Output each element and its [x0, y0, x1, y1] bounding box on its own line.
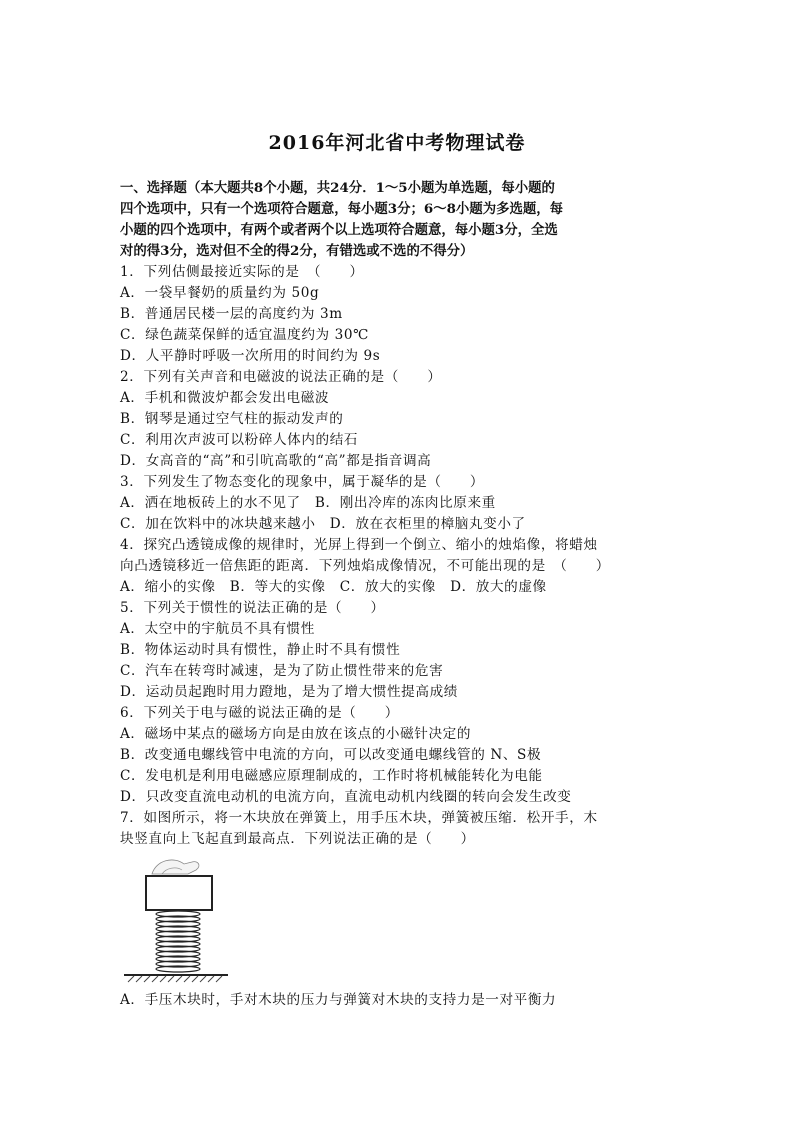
question-7-cont: 块竖直向上飞起直到最高点．下列说法正确的是（ ） — [120, 831, 475, 847]
option-5b: B．物体运动时具有惯性，静止时不具有惯性 — [120, 642, 401, 658]
spring-block-figure — [122, 852, 237, 987]
option-1c: C．绿色蔬菜保鲜的适宜温度约为 30℃ — [120, 327, 369, 343]
question-2: 2．下列有关声音和电磁波的说法正确的是（ ） — [120, 369, 442, 385]
option-5a: A．太空中的宇航员不具有惯性 — [120, 621, 315, 637]
question-7: 7．如图所示，将一木块放在弹簧上，用手压木块，弹簧被压缩．松开手，木 — [120, 810, 598, 826]
option-5c: C．汽车在转弯时减速，是为了防止惯性带来的危害 — [120, 663, 444, 679]
instruction-line: 四个选项中，只有一个选项符合题意，每小题3分；6～8小题为多选题，每 — [120, 201, 564, 217]
option-6a: A．磁场中某点的磁场方向是由放在该点的小磁针决定的 — [120, 726, 472, 742]
question-4-cont: 向凸透镜移近一倍焦距的距离．下列烛焰成像情况，不可能出现的是 （ ） — [120, 558, 610, 574]
page-title: 2016年河北省中考物理试卷 — [268, 132, 526, 154]
option-4abcd: A．缩小的实像 B．等大的实像 C．放大的实像 D．放大的虚像 — [120, 579, 547, 595]
option-1d: D．人平静时呼吸一次所用的时间约为 9s — [120, 348, 381, 364]
option-6b: B．改变通电螺线管中电流的方向，可以改变通电螺线管的 N、S极 — [120, 747, 542, 763]
option-2b: B．钢琴是通过空气柱的振动发声的 — [120, 411, 344, 427]
instruction-line: 小题的四个选项中，有两个或者两个以上选项符合题意，每小题3分，全选 — [120, 222, 558, 238]
instruction-line: 对的得3分，选对但不全的得2分，有错选或不选的不得分） — [120, 243, 474, 259]
instruction-line: 一、选择题（本大题共8个小题，共24分．1～5小题为单选题，每小题的 — [120, 180, 555, 196]
wood-block — [146, 876, 212, 910]
option-3ab: A．洒在地板砖上的水不见了 B．刚出冷库的冻肉比原来重 — [120, 495, 496, 511]
option-2c: C．利用次声波可以粉碎人体内的结石 — [120, 432, 359, 448]
option-5d: D．运动员起跑时用力蹬地，是为了增大惯性提高成绩 — [120, 684, 458, 700]
option-2a: A．手机和微波炉都会发出电磁波 — [120, 390, 330, 406]
question-6: 6．下列关于电与磁的说法正确的是（ ） — [120, 705, 399, 721]
spring-icon — [156, 911, 200, 972]
option-7a: A．手压木块时，手对木块的压力与弹簧对木块的支持力是一对平衡力 — [120, 992, 557, 1008]
question-1: 1．下列估侧最接近实际的是 （ ） — [120, 264, 364, 280]
option-2d: D．女高音的“高”和引吭高歌的“高”都是指音调高 — [120, 453, 432, 469]
ground-hatch — [128, 976, 222, 982]
option-3cd: C．加在饮料中的冰块越来越小 D．放在衣柜里的樟脑丸变小了 — [120, 516, 526, 532]
question-5: 5．下列关于惯性的说法正确的是（ ） — [120, 600, 385, 616]
option-6c: C．发电机是利用电磁感应原理制成的，工作时将机械能转化为电能 — [120, 768, 543, 784]
question-3: 3．下列发生了物态变化的现象中，属于凝华的是（ ） — [120, 474, 485, 490]
option-1a: A．一袋早餐奶的质量约为 50g — [120, 285, 320, 301]
question-4: 4．探究凸透镜成像的规律时，光屏上得到一个倒立、缩小的烛焰像，将蜡烛 — [120, 537, 598, 553]
option-6d: D．只改变直流电动机的电流方向，直流电动机内线圈的转向会发生改变 — [120, 789, 572, 805]
option-1b: B．普通居民楼一层的高度约为 3m — [120, 306, 343, 322]
hand-icon — [152, 860, 199, 874]
